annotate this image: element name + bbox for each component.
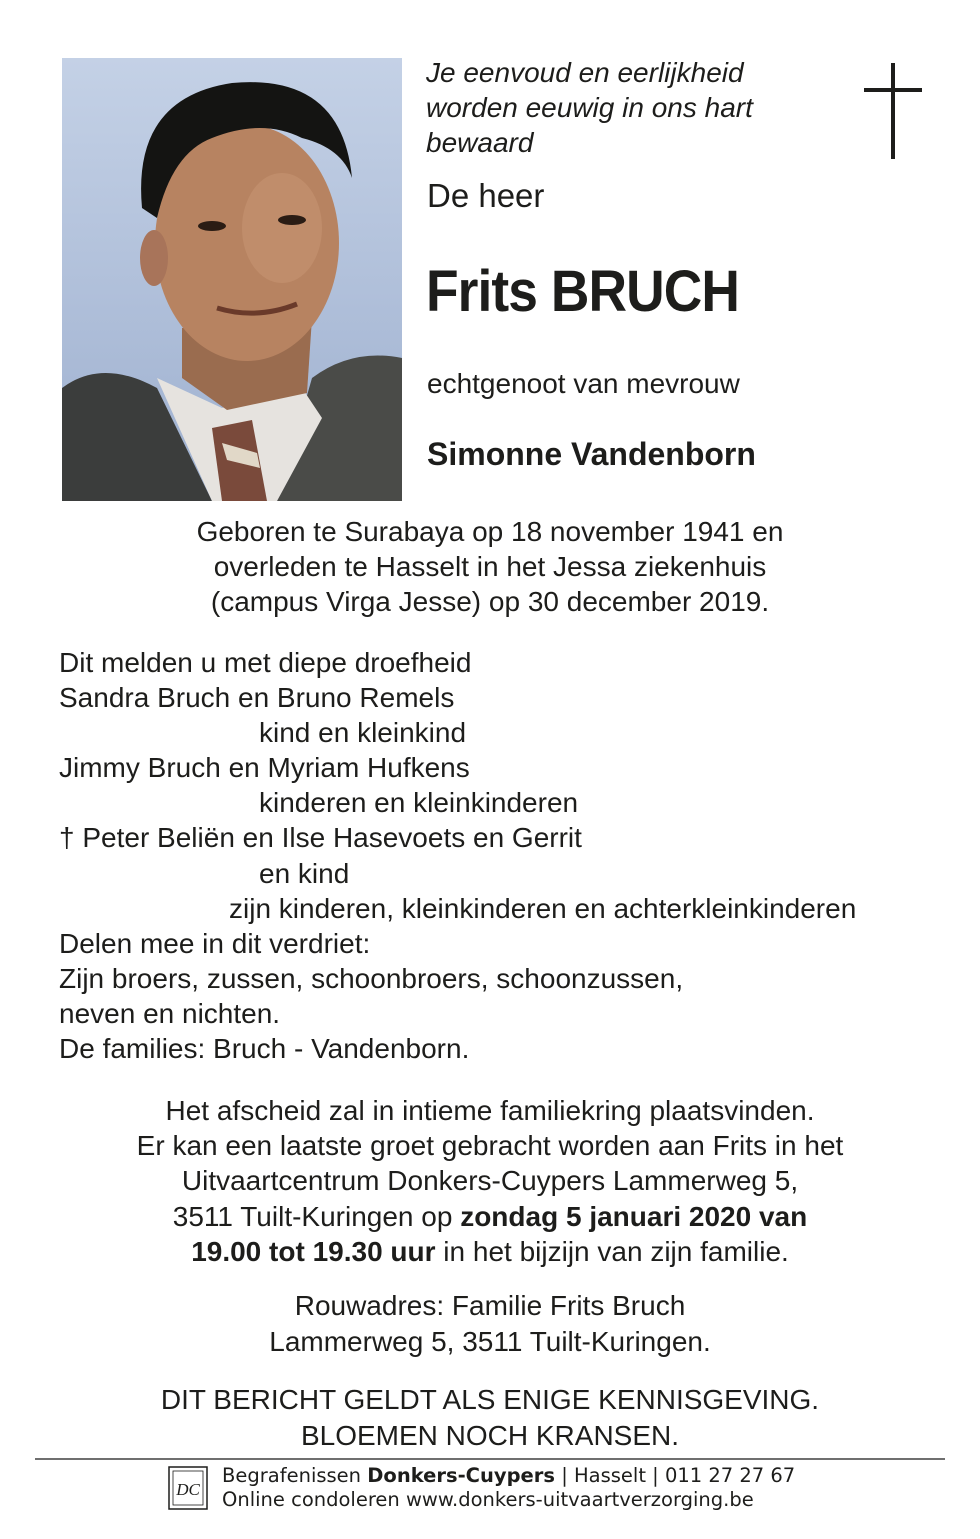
notice-line: DIT BERICHT GELDT ALS ENIGE KENNISGEVING.	[160, 1384, 820, 1415]
company-phone[interactable]: 011 27 27 67	[664, 1464, 796, 1487]
family-announcement	[59, 645, 959, 1066]
birth-line: Geboren te Surabaya op 18 november 1941 en	[196, 516, 784, 547]
footer-prefix: Begrafenissen	[222, 1464, 368, 1487]
family-line: De families: Bruch - Vandenborn.	[59, 1033, 470, 1065]
family-relation: kind en kleinkind	[259, 717, 467, 749]
motto-line: bewaard	[426, 127, 534, 158]
service-text: 3511 Tuilt-Kuringen op	[172, 1200, 461, 1232]
funeral-home-logo	[168, 1466, 208, 1510]
service-date: zondag 5 januari 2020 van	[460, 1200, 808, 1232]
service-line	[0, 1234, 980, 1269]
spouse-intro: echtgenoot van mevrouw	[427, 368, 740, 399]
honorific: De heer	[427, 177, 545, 214]
motto-line: worden eeuwig in ons hart	[426, 92, 753, 123]
family-line: Jimmy Bruch en Myriam Hufkens	[59, 752, 470, 784]
footer-line-company	[222, 1464, 795, 1488]
family-relation: kinderen en kleinkinderen	[259, 787, 579, 819]
service-line: Er kan een laatste groet gebracht worden aan Frits in het	[136, 1130, 844, 1162]
farewell-details	[0, 1093, 980, 1269]
website-link[interactable]: www.donkers-uitvaartverzorging.be	[405, 1488, 754, 1511]
separator: |	[555, 1464, 574, 1487]
family-line: neven en nichten.	[59, 997, 281, 1029]
company-name: Donkers-Cuypers	[367, 1464, 555, 1487]
death-date-line: (campus Virga Jesse) op 30 december 2019.	[210, 586, 770, 617]
family-line: Sandra Bruch en Bruno Remels	[59, 682, 455, 714]
address-line: Lammerweg 5, 3511 Tuilt-Kuringen.	[269, 1326, 711, 1357]
funeral-home-info	[222, 1464, 795, 1512]
official-notice	[0, 1382, 980, 1454]
portrait-photo	[62, 58, 402, 501]
deceased-name: Frits BRUCH	[426, 259, 740, 324]
service-text: in het bijzijn van zijn familie.	[435, 1235, 789, 1267]
family-relation: zijn kinderen, kleinkinderen en achterkleinkinderen	[229, 892, 857, 924]
spouse-name: Simonne Vandenborn	[427, 436, 756, 472]
divider	[35, 1458, 945, 1460]
service-line	[0, 1199, 980, 1234]
notice-line: BLOEMEN NOCH KRANSEN.	[300, 1420, 680, 1451]
logo-text: DC	[176, 1480, 200, 1499]
family-relation: en kind	[259, 857, 350, 889]
address-line: Rouwadres: Familie Frits Bruch	[294, 1290, 686, 1321]
footer-line-online	[222, 1488, 795, 1512]
company-city: Hasselt	[573, 1464, 646, 1487]
family-line: Delen mee in dit verdriet:	[59, 927, 371, 959]
mourning-address	[0, 1288, 980, 1360]
death-line: overleden te Hasselt in het Jessa ziekenhuis	[213, 551, 767, 582]
family-line: Zijn broers, zussen, schoonbroers, schoonzussen,	[59, 962, 684, 994]
service-line: Het afscheid zal in intieme familiekring plaatsvinden.	[165, 1095, 815, 1126]
family-line: † Peter Beliën en Ilse Hasevoets en Gerrit	[59, 822, 582, 854]
online-label: Online condoleren	[222, 1488, 406, 1511]
service-line: Uitvaartcentrum Donkers-Cuypers Lammerweg 5,	[181, 1165, 799, 1197]
motto	[426, 55, 826, 160]
family-line: Dit melden u met diepe droefheid	[59, 647, 472, 678]
motto-line: Je eenvoud en eerlijkheid	[426, 57, 744, 88]
birth-death-info	[0, 514, 980, 619]
separator: |	[645, 1464, 665, 1487]
service-time: 19.00 tot 19.30 uur	[191, 1235, 436, 1267]
latin-cross-icon	[864, 63, 922, 159]
portrait-illustration	[62, 58, 402, 501]
